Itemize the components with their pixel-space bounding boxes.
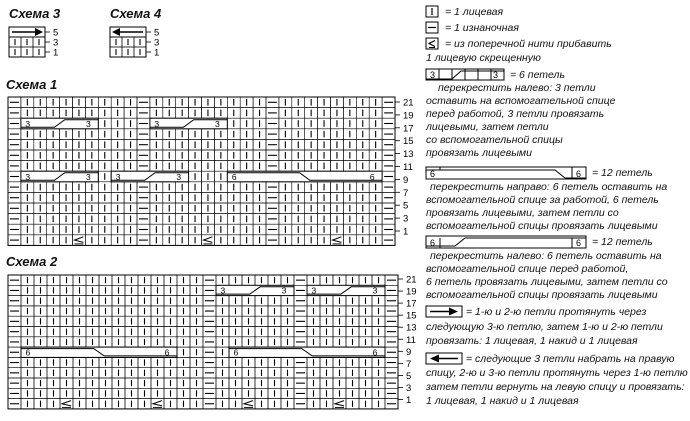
legend-arrow-left-desc-2: спицу, 2-ю и 3-ю петли протянуть через 1-ю петлю	[426, 367, 688, 379]
row-label: 17	[403, 123, 414, 135]
legend-cable6-desc-5: со вспомогательной спицы	[426, 134, 563, 146]
row-label: 5	[403, 200, 409, 212]
legend-cable12l-count: = 12 петель	[592, 236, 653, 248]
row-label: 17	[406, 298, 417, 310]
row-label: 11	[403, 162, 413, 173]
row-label: 21	[406, 274, 417, 286]
cable-num: 3	[372, 285, 378, 296]
row-label: 3	[53, 37, 59, 49]
row-label: 3	[403, 213, 409, 225]
legend-knit: = 1 лицевая	[445, 6, 504, 18]
cable-num: 3	[215, 118, 220, 129]
knit-symbol-icon	[426, 6, 438, 17]
legend-cable12r-desc-4: вспомогательной спицы провязать лицевыми	[426, 220, 658, 232]
legend-increase-1: = из поперечной нити прибавить	[445, 38, 612, 50]
legend-purl: = 1 изнаночная	[445, 22, 519, 34]
row-label: 21	[403, 97, 414, 109]
legend-cable6-count: = 6 петель	[510, 69, 565, 81]
legend-arrow-left-desc-3: затем петли вернуть на левую спицу и провязать:	[426, 381, 685, 393]
legend-arrow-right-desc-1: = 1-ю и 2-ю петли протянуть через	[466, 306, 647, 318]
row-label: 13	[406, 322, 417, 334]
cable-12-left-icon	[426, 236, 586, 248]
purl-symbol-icon	[426, 22, 438, 33]
cable-num: 3	[220, 285, 226, 296]
row-label: 9	[403, 174, 409, 186]
cable-12-right-icon	[426, 167, 586, 179]
legend-arrow-right-desc-3: провязать: 1 лицевая, 1 накид и 1 лицевая	[426, 335, 638, 347]
legend-cable12l-desc-3: 6 петель провязать лицевыми, затем петли со	[426, 276, 668, 288]
row-label: 11	[406, 334, 416, 346]
cable-num: 6	[164, 347, 170, 358]
scheme2-title: Схема 2	[6, 254, 58, 269]
cable-num: 3	[176, 171, 182, 182]
cable-num: 3	[281, 285, 287, 296]
legend-cable12r-desc-2: вспомогательной спице за работой, 6 петель	[426, 194, 659, 206]
cable-num: 3	[25, 171, 31, 182]
scheme3-title: Схема 3	[9, 6, 61, 21]
row-label: 15	[406, 310, 417, 322]
row-label: 19	[406, 286, 417, 298]
cable-12-right-num-b: 6	[576, 169, 582, 179]
row-label: 19	[403, 110, 414, 122]
cable-num: 6	[369, 171, 375, 182]
cable-6-left-num-b: 3	[493, 70, 499, 80]
cable-num: 3	[154, 118, 160, 129]
cable-num: 3	[86, 118, 91, 129]
arrow-left-legend-icon	[426, 353, 462, 364]
cable-num: 3	[86, 171, 91, 182]
cable-12-left-num-b: 6	[576, 238, 582, 248]
cable-num: 6	[25, 347, 31, 358]
cable-12-left-num-a: 6	[430, 238, 436, 248]
cable-12-right-num-a: 6	[430, 169, 436, 179]
row-label: 1	[403, 226, 409, 238]
row-label: 1	[406, 395, 412, 406]
legend-cable12r-desc-1: перекрестить направо: 6 петель оставить на	[430, 181, 668, 193]
legend-cable12r-count: = 12 петель	[592, 167, 653, 179]
cable-num: 3	[311, 285, 317, 296]
cable-6-left-num-a: 3	[430, 70, 436, 80]
row-label: 5	[53, 27, 59, 39]
row-label: 5	[154, 27, 160, 39]
row-label: 1	[53, 47, 59, 59]
arrow-right-legend-icon	[426, 306, 462, 317]
row-label: 3	[406, 382, 412, 394]
increase-symbol-icon	[426, 38, 438, 49]
legend-cable6-desc-4: лицевыми, затем петли	[426, 121, 549, 133]
legend-cable6-desc-6: провязать лицевыми	[426, 147, 532, 159]
row-label: 13	[403, 149, 414, 161]
row-label: 9	[406, 346, 412, 358]
legend-cable12l-desc-2: вспомогательной спице перед работой,	[426, 263, 629, 275]
legend-cable12l-desc-1: перекрестить налево: 6 петель оставить на	[430, 250, 662, 262]
legend-arrow-right-desc-2: следующую 3-ю петлю, затем 1-ю и 2-ю петли	[426, 321, 663, 333]
legend-cable6-desc-3: перед работой, 3 петли провязать	[426, 108, 605, 120]
legend-arrow-left-desc-4: 1 лицевая, 1 накид и 1 лицевая	[426, 395, 579, 407]
legend-increase-2: 1 лицевую скрещенную	[426, 52, 541, 64]
cable-num: 3	[115, 171, 121, 182]
row-label: 1	[154, 47, 160, 59]
row-label: 5	[406, 370, 412, 382]
legend-cable6-desc-1: перекрестить налево: 3 петли	[438, 82, 596, 94]
row-label: 3	[154, 37, 160, 49]
cable-num: 6	[372, 347, 378, 358]
row-label: 7	[403, 187, 409, 199]
cable-num: 3	[25, 118, 31, 129]
cable-6-left-icon	[426, 69, 504, 80]
scheme1-title: Схема 1	[6, 77, 58, 92]
cable-num: 6	[233, 347, 239, 358]
legend-cable6-desc-2: оставить на вспомогательной спице	[426, 95, 616, 107]
row-label: 7	[406, 358, 412, 370]
legend-cable12l-desc-4: вспомогательной спицы провязать лицевыми	[426, 289, 658, 301]
legend-arrow-left-desc-1: = следующие 3 петли набрать на правую	[466, 353, 675, 365]
row-label: 15	[403, 136, 414, 148]
legend-cable12r-desc-3: провязать лицевыми, затем петли со	[426, 207, 619, 219]
scheme4-title: Схема 4	[110, 6, 162, 21]
cable-num: 6	[231, 171, 237, 182]
